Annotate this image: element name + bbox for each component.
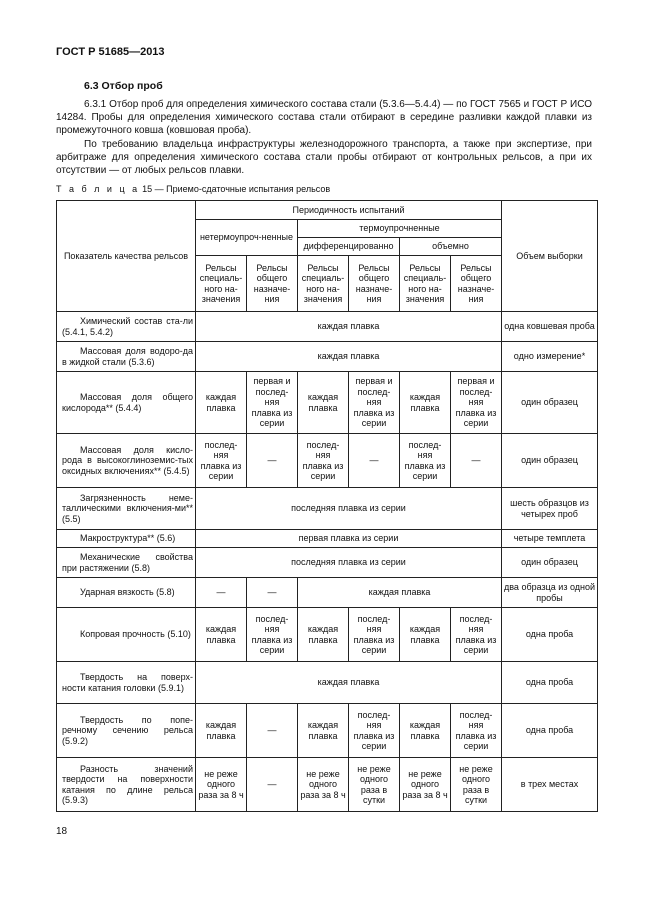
row-cell: послед-няя плавка из серии [349, 704, 400, 758]
row-cell: каждая плавка [196, 372, 247, 434]
header-sample: Объем выборки [502, 201, 598, 312]
row-cell: не реже одного раза в сутки [349, 758, 400, 812]
table-row [57, 758, 598, 812]
table-row [57, 488, 598, 530]
header-general-2: Рельсы общего назначе-ния [349, 256, 400, 312]
row-cell: каждая плавка [298, 372, 349, 434]
row-cell: — [247, 434, 298, 488]
row-cell: каждая плавка [196, 608, 247, 662]
header-non-heat-treated: нетермоупроч-ненные [196, 220, 298, 256]
table-row [57, 342, 598, 372]
row-label: Массовая доля кисло-рода в высокоглиноземис-тых оксидных включениях** (5.4.5) [57, 434, 196, 488]
row-cell: первая и послед-няя плавка из серии [247, 372, 298, 434]
row-sample: один образец [502, 434, 598, 488]
row-cell: каждая плавка [196, 704, 247, 758]
section-title: 6.3 Отбор проб [84, 80, 163, 92]
row-label: Ударная вязкость (5.8) [57, 578, 196, 608]
row-cell: послед-няя плавка из серии [400, 434, 451, 488]
page-number: 18 [56, 826, 68, 837]
table-row [57, 662, 598, 704]
row-sample: одна ковшевая проба [502, 312, 598, 342]
table-caption-label: Т а б л и ц а [56, 184, 140, 194]
row-sample: один образец [502, 372, 598, 434]
row-cell: каждая плавка [400, 608, 451, 662]
row-value: первая плавка из серии [196, 530, 502, 548]
table-caption-text: 15 — Приемо-сдаточные испытания рельсов [142, 184, 331, 194]
row-label: Механические свойства при растяжении (5.8) [57, 548, 196, 578]
row-sample: одна проба [502, 662, 598, 704]
header-special-3: Рельсы специаль-ного на-значения [400, 256, 451, 312]
row-label: Макроструктура** (5.6) [57, 530, 196, 548]
row-value: каждая плавка [298, 578, 502, 608]
header-bulk: объемно [400, 238, 502, 256]
row-label: Твердость по попе-речному сечению рельса (5.9.2) [57, 704, 196, 758]
row-sample: одно измерение* [502, 342, 598, 372]
document-header: ГОСТ Р 51685—2013 [56, 46, 165, 58]
table-row [57, 372, 598, 434]
row-label: Массовая доля водоро-да в жидкой стали (5.3.6) [57, 342, 196, 372]
header-general-3: Рельсы общего назначе-ния [451, 256, 502, 312]
row-cell: послед-няя плавка из серии [247, 608, 298, 662]
row-cell: — [247, 758, 298, 812]
row-label: Разность значений твердости на поверхности катания по длине рельса (5.9.3) [57, 758, 196, 812]
row-cell: не реже одного раза за 8 ч [298, 758, 349, 812]
row-sample: одна проба [502, 608, 598, 662]
row-cell: послед-няя плавка из серии [298, 434, 349, 488]
row-cell: каждая плавка [298, 704, 349, 758]
row-cell: каждая плавка [400, 372, 451, 434]
header-differential: дифференцированно [298, 238, 400, 256]
row-label: Загрязненность неме-таллическими включения-ми** (5.5) [57, 488, 196, 530]
row-cell: — [451, 434, 502, 488]
row-cell: — [196, 578, 247, 608]
row-label: Массовая доля общего кислорода** (5.4.4) [57, 372, 196, 434]
row-sample: шесть образцов из четырех проб [502, 488, 598, 530]
row-cell: послед-няя плавка из серии [451, 704, 502, 758]
row-sample: одна проба [502, 704, 598, 758]
row-cell: — [247, 578, 298, 608]
row-label: Копровая прочность (5.10) [57, 608, 196, 662]
row-sample: в трех местах [502, 758, 598, 812]
table-row [57, 704, 598, 758]
row-value: последняя плавка из серии [196, 488, 502, 530]
row-cell: не реже одного раза в сутки [451, 758, 502, 812]
header-general-1: Рельсы общего назначе-ния [247, 256, 298, 312]
table-caption [56, 184, 330, 194]
row-value: каждая плавка [196, 342, 502, 372]
row-label: Твердость на поверх-ности катания головки (5.9.1) [57, 662, 196, 704]
row-cell: послед-няя плавка из серии [349, 608, 400, 662]
row-sample: два образца из одной пробы [502, 578, 598, 608]
row-cell: не реже одного раза за 8 ч [196, 758, 247, 812]
header-indicator: Показатель качества рельсов [57, 201, 196, 312]
row-sample: один образец [502, 548, 598, 578]
row-cell: послед-няя плавка из серии [451, 608, 502, 662]
row-value: последняя плавка из серии [196, 548, 502, 578]
row-cell: — [349, 434, 400, 488]
row-cell: первая и послед-няя плавка из серии [349, 372, 400, 434]
row-cell: послед-няя плавка из серии [196, 434, 247, 488]
table-row [57, 578, 598, 608]
row-cell: каждая плавка [298, 608, 349, 662]
header-special-1: Рельсы специаль-ного на-значения [196, 256, 247, 312]
header-heat-treated: термоупрочненные [298, 220, 502, 238]
row-cell: каждая плавка [400, 704, 451, 758]
row-cell: не реже одного раза за 8 ч [400, 758, 451, 812]
row-cell: первая и послед-няя плавка из серии [451, 372, 502, 434]
table-row [57, 530, 598, 548]
row-label: Химический состав ста-ли (5.4.1, 5.4.2) [57, 312, 196, 342]
table-row [57, 434, 598, 488]
acceptance-tests-table [56, 200, 598, 812]
header-special-2: Рельсы специаль-ного на-значения [298, 256, 349, 312]
paragraph-6-3-1: 6.3.1 Отбор проб для определения химического состава стали (5.3.6—5.4.4) — по ГОСТ 7565 и ГОСТ Р ИСО 14284. Пробы для определения химического состава стали отбирают в середине разливки каждой плавки из промежуточного ковша (ковшовая проба). [56, 99, 592, 136]
row-value: каждая плавка [196, 662, 502, 704]
table-row [57, 312, 598, 342]
table-row [57, 548, 598, 578]
row-cell: — [247, 704, 298, 758]
table-row [57, 608, 598, 662]
row-value: каждая плавка [196, 312, 502, 342]
row-sample: четыре темплета [502, 530, 598, 548]
paragraph-owner-request: По требованию владельца инфраструктуры железнодорожного транспорта, а также при экспертизе, при арбитраже для определения химического состава стали пробы отбирают от контрольных рельсов, а при их отсутствии — от любых рельсов плавки. [56, 139, 592, 176]
header-frequency: Периодичность испытаний [196, 201, 502, 220]
